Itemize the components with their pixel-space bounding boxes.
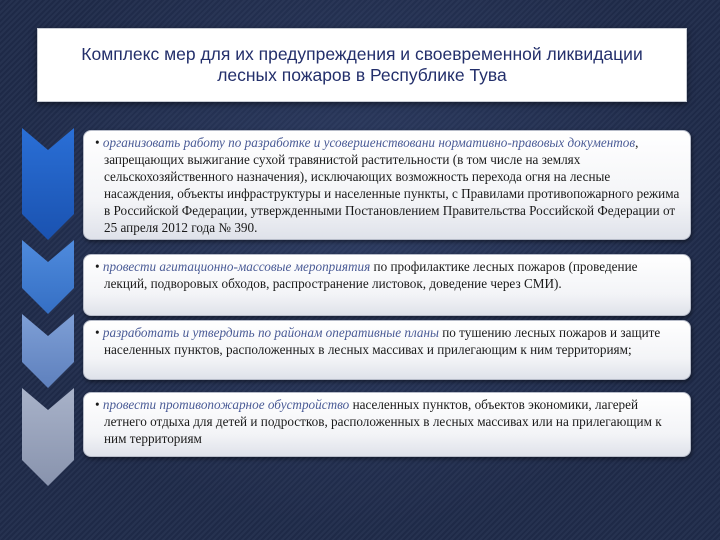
chevron-4 bbox=[22, 388, 74, 486]
measure-card-4 bbox=[83, 392, 691, 457]
title-box bbox=[37, 28, 687, 102]
measure-card-1 bbox=[83, 130, 691, 240]
measure-highlight-1: организовать работу по разработке и усовершенствовани нормативно-правовых документов bbox=[102, 135, 636, 150]
measure-text-3 bbox=[92, 324, 682, 358]
measure-body-3: по тушению лесных пожаров и защите населенных пунктов, расположенных в лесных массивах и прилегающим к ним территориям; bbox=[104, 325, 661, 357]
measure-highlight-3: разработать и утвердить по районам оперативные планы bbox=[102, 325, 439, 340]
measure-body-4: населенных пунктов, объектов экономики, лагерей летнего отдыха для детей и подростков, расположенных в лесных массивах или на прилегающим к ним территориям bbox=[104, 397, 662, 446]
measure-highlight-4: провести противопожарное обустройство bbox=[102, 397, 350, 412]
measure-body-2: по профилактике лесных пожаров (проведение лекций, подворовых обходов, распространение листовок, доведение через СМИ). bbox=[104, 259, 638, 291]
title-line-1: Комплекс мер для их предупреждения и своевременной ликвидации bbox=[81, 44, 643, 64]
title-line-2: лесных пожаров в Республике Тува bbox=[217, 65, 507, 85]
bullet: • bbox=[95, 259, 100, 274]
bullet: • bbox=[95, 135, 100, 150]
chevron-2 bbox=[22, 240, 74, 314]
measure-card-3 bbox=[83, 320, 691, 380]
bullet: • bbox=[95, 325, 100, 340]
chevron-3 bbox=[22, 314, 74, 388]
chevron-1 bbox=[22, 128, 74, 240]
measure-card-2 bbox=[83, 254, 691, 316]
page-title bbox=[81, 44, 642, 86]
measure-body-1: , запрещающих выжигание сухой травянистой растительности (в том числе на землях сельскохозяйственного назначения), исключающих возможность перехода огня на лесные насаждения, объекты инфраструктуры и населенные пункты, с Правилами противопожарного режима в Российской Федерации, утвержденными Постановлением Правительства Российской Федерации от 25 апреля 2012 года № 390. bbox=[104, 135, 680, 235]
measure-text-4 bbox=[92, 396, 682, 447]
bullet: • bbox=[95, 397, 100, 412]
measure-text-2 bbox=[92, 258, 682, 292]
measure-text-1 bbox=[92, 134, 682, 236]
measure-highlight-2: провести агитационно-массовые мероприятия bbox=[102, 259, 371, 274]
